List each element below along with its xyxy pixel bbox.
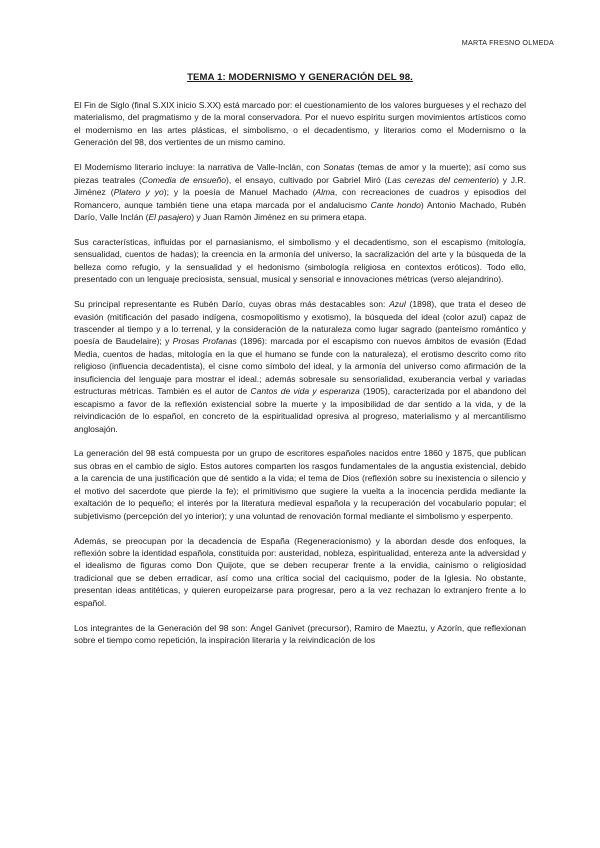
paragraph-decadencia-espana: Además, se preocupan por la decadencia de España (Regeneracionismo) y la abordan desde dos enfoques, la reflexión sobre la identidad española, constituida por: austeridad, nobleza, espiritualidad, entereza ante la adversidad y el idealismo de figuras como Don Quijote, que se deben recuperar frente a la envidia, cainismo o religiosidad tradicional que se deben erradicar, así como una crítica social del caciquismo, poder de la Iglesia. No obstante, presentan ideas antitéticas, y quieren europeizarse para progresar, pero a la vez rechazan lo extranjero frente a lo español. <box>74 535 526 608</box>
work-title-platero-y-yo: Platero y yo <box>113 187 164 198</box>
text-segment: (1898), que trata el deseo de evasión (mitificación del pasado indígena, cosmopolitismo y exotismo), la búsqueda del ideal (color azul) capaz de trascender al tiempo y a lo terrenal, y la consideración de la naturaleza como lugar sagrado (panteísmo romántico y poesía de Baudelaire); y <box>74 299 526 347</box>
text-segment: ) y Juan Ramón Jiménez en su primera etapa. <box>191 212 367 223</box>
header-author: MARTA FRESNO OLMEDA <box>461 38 554 47</box>
text-segment: , con recreaciones de cuadros y episodios del Romancero, aunque también tiene una etapa marcada por el andalucismo <box>74 187 526 210</box>
text-segment: ) Antonio Machado, Rubén Darío, Valle Inclán ( <box>74 199 526 223</box>
text-segment: (temas de amor y la muerte); así como sus piezas teatrales ( <box>74 162 526 185</box>
text-segment: (1905), caracterizada por el abandono del escapismo a favor de la reflexión existencial sobre la muerte y la imposibilidad de dar sentido a la vida, y de la reivindicación de lo español, en concreto de la espiritualidad opresiva al progreso, materialismo y al mercantilismo anglosajón. <box>74 386 526 434</box>
paragraph-generacion-98: La generación del 98 está compuesta por un grupo de escritores españoles nacidos entre 1860 y 1875, que publican sus obras en el cambio de siglo. Estos autores comparten los rasgos fundamentales de la angustia existencial, debido a la carencia de una justificación que dé sentido a la vida; el tema de Dios (reflexión sobre su inexistencia o silencio y el motivo del sacerdote que pierde la fe); el primitivismo que sugiere la vuelta a la inocencia perdida mediante la exaltación de lo pequeño; el interés por la literatura medieval española y la recuperación del vocabulario popular; el subjetivismo (percepción del yo interior); y una voluntad de renovación formal mediante el simbolismo y esperpento. <box>74 448 526 521</box>
work-title-comedia-de-ensueno: Comedia de ensueño <box>141 174 226 185</box>
document-title: TEMA 1: MODERNISMO Y GENERACIÓN DEL 98. <box>187 72 413 83</box>
paragraph-fin-de-siglo: El Fin de Siglo (final S.XIX inicio S.XX) está marcado por: el cuestionamiento de los valores burgueses y el rechazo del materialismo, del pragmatismo y de la moral conservadora. Por el nuevo espíritu surgen movimientos artísticos como el modernismo en las artes plásticas, el simbolismo, o el decadentismo, y literarios como el Modernismo o la Generación del 98, dos vertientes de un mismo camino. <box>74 100 526 148</box>
work-title-cantos-de-vida: Cantos de vida y esperanza <box>250 386 360 397</box>
work-title-cante-hondo: Cante hondo <box>370 199 421 210</box>
work-title-prosas-profanas: Prosas Profanas <box>172 336 237 347</box>
paragraph-ruben-dario <box>74 298 526 435</box>
text-segment: ), el ensayo, cultivado por Gabriel Miró ( <box>225 174 388 185</box>
document-body <box>74 99 526 659</box>
work-title-alma: Alma <box>315 187 335 198</box>
work-title-azul: Azul <box>389 299 406 310</box>
text-segment: (1896): marcada por el escapismo con nuevos ámbitos de evasión (Edad Media, cuentos de hadas, mitología en la que el humano se funde con la naturaleza), el erotismo descrito como rito religioso (influencia decadentista), el cisne como símbolo del ideal, y la armonía del universo como afirmación de la insuficiencia del lenguaje para mostrar el ideal.; además sobresale su sensorialidad, exuberancia verbal y variadas estructuras métricas. También es el autor de <box>74 336 527 397</box>
text-segment: Su principal representante es Rubén Darío, cuyas obras más destacables son: <box>74 299 390 310</box>
work-title-sonatas: Sonatas <box>323 162 355 173</box>
text-segment: El Modernismo literario incluye: la narrativa de Valle-Inclán, con <box>74 162 324 173</box>
text-segment: ); y la poesía de Manuel Machado ( <box>163 187 316 198</box>
paragraph-modernismo-literario <box>74 161 526 223</box>
work-title-el-pasajero: El pasajero <box>148 212 192 223</box>
text-segment: ) y J.R. Jiménez ( <box>74 174 526 198</box>
paragraph-integrantes: Los integrantes de la Generación del 98 son: Ángel Ganivet (precursor), Ramiro de Maeztu, y Azorín, que reflexionan sobre el tiempo como repetición, la inspiración literaria y la reivindicación de los <box>74 622 526 646</box>
paragraph-caracteristicas: Sus características, influidas por el parnasianismo, el simbolismo y el decadentismo, son el escapismo (mitología, sensualidad, cuentos de hadas); la creencia en la armonía del universo, la sacralización del arte y la búsqueda de la belleza como refugio, y la sensualidad y el hedonismo (simbología religiosa en contextos eróticos). Todo ello, presentado con un lenguaje preciosista, sensual, musical y sensorial e innovaciones métricas (verso alejandrino). <box>74 236 526 285</box>
work-title-las-cerezas: Las cerezas del cementerio <box>387 174 497 185</box>
